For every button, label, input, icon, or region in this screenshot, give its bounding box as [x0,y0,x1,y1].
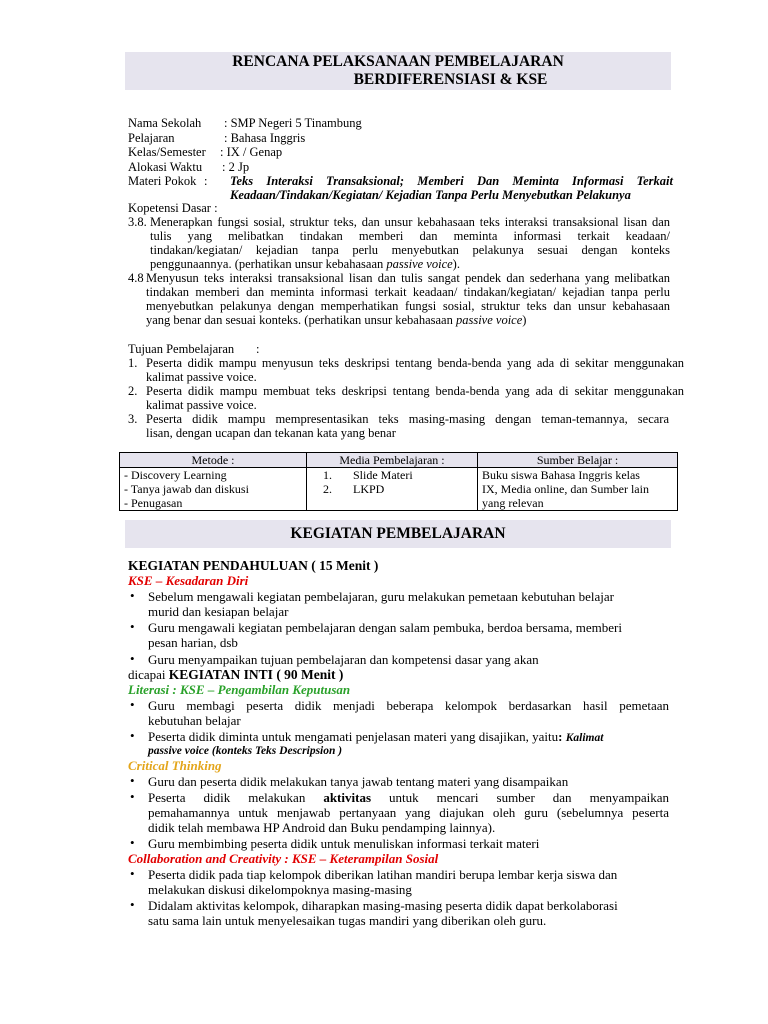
collab-line: melakukan diskusi dikelompoknya masing-masing [148,882,412,897]
kd-item-text: yang benar dan sesuai konteks. (perhatikan unsur kebahasaan [146,313,456,327]
bullet-icon: • [130,835,135,850]
sumber-line: IX, Media online, dan Sumber lain [482,482,649,496]
critical-line: Guru membimbing peserta didik untuk menuliskan informasi terkait materi [148,836,540,851]
tujuan-line: kalimat passive voice. [146,370,257,384]
title-line-2: BERDIFERENSIASI & KSE [353,71,548,88]
metode-cell [120,468,307,511]
title-line-1: RENCANA PELAKSANAAN PEMBELAJARAN [232,53,564,70]
table-row [120,468,678,511]
collab-line: Didalam aktivitas kelompok, diharapkan masing-masing peserta didik dapat berkolaborasi [148,898,618,913]
materi-colon: : [204,174,208,188]
kd-item-tail: ) [522,313,527,327]
identity-row [128,160,362,175]
kd-item-tail: ). [452,257,460,271]
critical-line: didik telah membawa HP Android dan Buku pendamping lainnya). [148,820,496,835]
media-num: 1. [323,468,332,482]
kegiatan-title: KEGIATAN PEMBELAJARAN [290,525,506,542]
kd-item-line [150,257,460,272]
bullet-icon: • [130,619,135,634]
tujuan-line: kalimat passive voice. [146,398,257,412]
sumber-cell [478,468,678,511]
method-media-source-table [119,452,678,511]
materi-label: Materi Pokok [128,174,197,188]
media-num: 2. [323,482,332,496]
media-cell [307,468,478,511]
metode-header: Metode : [120,453,307,468]
table-header-row [120,453,678,468]
dicapai-text: dicapai [128,667,166,682]
kd-item-line: tindakan/kegiatan/ kejadian tanpa perlu menyebutkan pelakunya sesuai dengan konteks [150,243,670,257]
pendahuluan-line: murid dan kesiapan belajar [148,604,289,619]
kd-item-italic: passive voice [386,257,453,271]
bullet-icon: • [130,728,135,743]
metode-item: - Tanya jawab dan diskusi [124,482,249,496]
collab-line: Peserta didik pada tiap kelompok diberikan latihan mandiri berupa lembar kerja siswa dan [148,867,618,882]
pendahuluan-line: pesan harian, dsb [148,635,238,650]
tujuan-number: 1. [128,356,138,370]
inti-heading-line [128,667,343,682]
literasi-heading: Literasi : KSE – Pengambilan Keputusan [128,682,351,697]
bullet-icon: • [130,588,135,603]
pendahuluan-line: Guru mengawali kegiatan pembelajaran dengan salam pembuka, berdoa bersama, memberi [148,620,622,635]
peserta-text: Peserta didik diminta untuk mengamati penjelasan materi yang disajikan, yaitu [148,729,559,744]
bullet-icon: • [130,697,135,712]
title-banner [125,52,671,90]
literasi-line: Guru membagi peserta didik menjadi beberapa kelompok berdasarkan hasil pemetaan [148,698,669,713]
kd-item-line [146,313,526,328]
tujuan-line: lisan, dengan ucapan dan tekanan kata yang benar [146,426,396,440]
inti-heading: KEGIATAN INTI ( 90 Menit ) [168,667,344,682]
pendahuluan-line: Guru menyampaikan tujuan pembelajaran dan kompetensi dasar yang akan [148,652,539,667]
critical-line: Guru dan peserta didik melakukan tanya jawab tentang materi yang disampaikan [148,774,569,789]
kd-heading: Kopetensi Dasar : [128,201,218,215]
literasi-line: kebutuhan belajar [148,713,241,728]
critical-thinking-heading: Critical Thinking [128,758,222,773]
tujuan-label: Tujuan Pembelajaran [128,342,235,356]
peserta-colon: : [558,729,563,744]
tujuan-line: Peserta didik mampu menyusun teks deskripsi tentang benda-benda yang ada di sekitar menggunakan [146,356,684,370]
materi-value-line-1: Teks Interaksi Transaksional; Memberi Dan Meminta Informasi Terkait [230,174,673,188]
pendahuluan-line: Sebelum mengawali kegiatan pembelajaran, guru melakukan pemetaan kebutuhan belajar [148,589,615,604]
tujuan-heading [128,342,259,357]
identity-row [128,145,362,160]
peserta-line [148,729,674,746]
bullet-icon: • [130,651,135,666]
sumber-line: Buku siswa Bahasa Inggris kelas [482,468,640,482]
kd-item-line: tindakan memberi dan meminta informasi terkait keadaan/ tindakan/kegiatan/ kejadian tanpa perlu [146,285,670,299]
media-text: Slide Materi [353,468,413,482]
media-text: LKPD [353,482,385,496]
bullet-icon: • [130,897,135,912]
kd-item-number: 4.8 [128,271,144,285]
identity-label: Nama Sekolah [128,116,202,130]
kd-item-line: menyebutkan pelakunya dengan memperhatikan fungsi sosial, struktur teks dan unsur kebahasaan [146,299,670,313]
collab-line: satu sama lain untuk menyelesaikan tugas mandiri yang diberikan oleh guru. [148,913,547,928]
identity-value: : SMP Negeri 5 Tinambung [224,116,362,130]
kd-item-line: tulis yang melibatkan tindakan memberi dan meminta informasi terkait keadaan/ [150,229,670,243]
materi-value-line-2: Keadaan/Tindakan/Kegiatan/ Kejadian Tanpa Perlu Menyebutkan Pelakunya [230,188,631,202]
kd-item-number: 3.8. [128,215,147,229]
tujuan-colon: : [256,342,260,356]
kd-item-line: Menyusun teks interaksi transaksional lisan dan tulis sangat pendek dan sederhana yang melibatkan [146,271,670,285]
collaboration-heading: Collaboration and Creativity : KSE – Keterampilan Sosial [128,851,439,866]
bullet-icon: • [130,866,135,881]
media-item [323,482,473,496]
bullet-icon: • [130,789,135,804]
critical-bold: aktivitas [323,790,371,805]
critical-post: untuk mencari sumber dan menyampaikan [371,790,669,805]
kse-kesadaran-diri: KSE – Kesadaran Diri [128,573,249,588]
identity-row [128,131,362,146]
tujuan-number: 2. [128,384,138,398]
identity-value: : IX / Genap [220,145,283,159]
sumber-header: Sumber Belajar : [478,453,678,468]
kd-item-text: penggunaannya. (perhatikan unsur kebahasaan [150,257,387,271]
kd-item-line: Menerapkan fungsi sosial, struktur teks, dan unsur kebahasaan teks interaksi transaksional lisan dan [150,215,670,229]
identity-label: Pelajaran [128,130,175,145]
sumber-line: yang relevan [482,496,544,510]
critical-pre: Peserta didik melakukan [148,790,324,805]
media-item [323,468,473,482]
kd-item-italic: passive voice [455,313,523,327]
tujuan-number: 3. [128,412,138,426]
media-header: Media Pembelajaran : [307,453,478,468]
metode-item: - Discovery Learning [124,468,227,482]
critical-line [148,790,669,805]
peserta-bold: Kalimat [565,732,604,744]
tujuan-line: Peserta didik mampu membuat teks deskripsi tentang benda-benda yang ada di sekitar menggunakan [146,384,684,398]
peserta-line-2: passive voice (konteks Teks Descripsion ) [148,745,343,757]
identity-value: : 2 Jp [222,159,250,174]
tujuan-line: Peserta didik mampu mempresentasikan teks masing-masing dengan teman-temannya, secara [146,412,669,426]
kegiatan-banner [125,520,671,548]
bullet-icon: • [130,773,135,788]
metode-item: - Penugasan [124,496,183,510]
identity-label: Alokasi Waktu [128,159,203,174]
critical-line: pemahamannya untuk menjawab pertanyaan yang diajukan oleh guru (sebelumnya peserta [148,805,669,820]
identity-block [128,116,362,174]
identity-value: : Bahasa Inggris [224,130,306,145]
identity-row [128,116,362,131]
pendahuluan-heading: KEGIATAN PENDAHULUAN ( 15 Menit ) [128,558,379,573]
identity-label: Kelas/Semester [128,145,206,159]
